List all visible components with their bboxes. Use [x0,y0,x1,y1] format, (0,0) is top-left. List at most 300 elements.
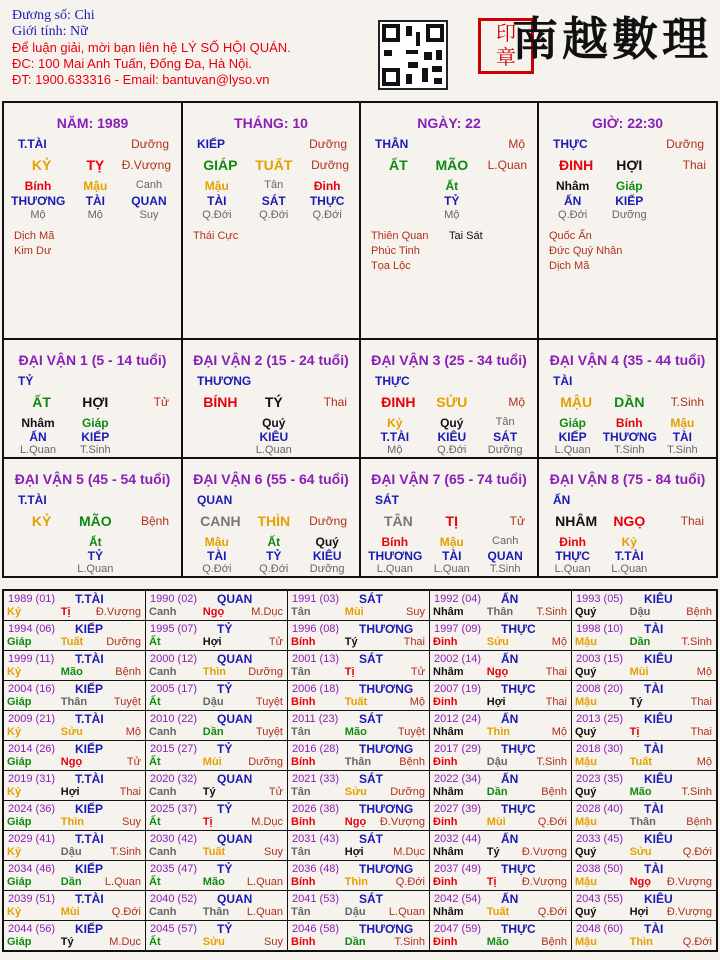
dai-van-title: ĐẠI VẬN 4 (35 - 44 tuổi) [549,352,706,368]
hidden-stem: Ất [445,179,459,193]
year-label: 1997 (09) [434,623,482,635]
year-label: 2017 (29) [434,743,482,755]
year-phase: L.Quan [246,906,283,918]
year-god: KIÊU [644,652,673,666]
year-god: TÀI [644,922,664,936]
dai-van-stem: KỶ [31,513,52,529]
dai-van-cell [4,340,183,459]
year-cell [572,921,716,951]
year-branch: Thân [60,696,88,708]
year-god: THỰC [501,742,536,756]
year-phase: Mộ [551,726,567,738]
year-phase: Mộ [696,756,712,768]
year-stem: Bính [291,756,316,768]
dai-van-cell [361,459,539,576]
dai-van-phase: Thai [680,514,704,528]
year-cell [572,621,716,651]
year-phase: Q.Đới [395,876,425,888]
year-god: KIÊU [644,712,673,726]
year-stem: Đinh [433,636,458,648]
year-phase: Tuyệt [113,696,141,708]
year-label: 2039 (51) [8,893,56,905]
year-god: ẤN [501,892,519,906]
year-god: SÁT [359,652,383,666]
year-label: 1998 (10) [576,623,624,635]
year-cell [146,861,288,891]
hidden-phase: L.Quan [19,444,57,456]
dai-van-phase: Thai [323,395,347,409]
year-stem: Ất [149,636,161,648]
hidden-god: THỰC [309,194,345,208]
year-branch: Tý [202,786,216,798]
year-cell [288,651,430,681]
year-cell [430,831,572,861]
year-branch: Dậu [60,846,82,858]
dai-van-cell [183,459,361,576]
year-god: ẤN [501,592,519,606]
year-label: 1994 (06) [8,623,56,635]
year-stem: Canh [149,666,177,678]
header-info [12,8,291,88]
pillar-god-phase: Dưỡng [666,137,704,151]
hidden-god: QUAN [131,194,167,208]
year-god: QUAN [217,832,253,846]
year-branch: Mùi [629,666,649,678]
year-stem: Giáp [7,756,32,768]
hidden-god: KIÊU [437,430,467,444]
dai-van-title: ĐẠI VẬN 1 (5 - 14 tuổi) [18,352,167,368]
year-phase: Thai [690,696,712,708]
year-phase: Dưỡng [106,636,141,648]
year-god: SÁT [359,592,383,606]
star: Thái Cực [193,230,239,242]
year-cell [288,891,430,921]
hidden-stem: Đinh [313,179,341,193]
year-phase: Suy [122,816,141,828]
hidden-stem: Tân [495,416,515,428]
year-phase: Thai [119,786,141,798]
year-god: THỰC [501,922,536,936]
year-branch: Hợi [629,906,649,918]
year-label: 2046 (58) [292,923,340,935]
year-phase: Bệnh [686,816,712,828]
owner-name: Đương số: Chi [12,8,95,23]
year-label: 2022 (34) [434,773,482,785]
year-cell [146,801,288,831]
year-phase: Thai [690,726,712,738]
hidden-god: THƯƠNG [602,430,657,444]
pillar-god-phase: Dưỡng [131,137,169,151]
year-branch: Tuất [486,906,510,918]
year-label: 1992 (04) [434,593,482,605]
dai-van-god: THƯƠNG [197,374,252,388]
hidden-god: ẤN [563,194,582,208]
year-phase: Tử [268,786,283,798]
year-branch: Thìn [344,876,369,888]
year-label: 2036 (48) [292,863,340,875]
year-cell [146,831,288,861]
star: Quốc Ấn [549,230,592,242]
year-label: 1999 (11) [8,653,55,665]
year-god: ẤN [501,772,519,786]
year-god: TỶ [217,682,233,696]
year-cell [572,591,716,621]
year-cell [4,801,146,831]
dai-van-branch: DẦN [614,394,645,410]
year-stem: Bính [291,696,316,708]
year-phase: Bệnh [115,666,141,678]
hidden-god: TÀI [207,549,227,563]
dai-van-phase: Mộ [508,395,525,409]
year-label: 1993 (05) [576,593,624,605]
year-god: TỶ [217,742,233,756]
year-stem: Kỷ [7,666,22,678]
hidden-stem: Mậu [83,179,108,193]
year-god: THỰC [501,802,536,816]
hidden-stem: Bính [615,416,643,430]
dai-van-stem: TÂN [383,513,413,529]
hidden-phase: Mộ [30,209,46,221]
dai-van-phase: T.Sinh [670,395,704,409]
year-cell [146,681,288,711]
year-cell [430,891,572,921]
year-label: 1990 (02) [150,593,198,605]
year-phase: Đ.Vượng [95,606,141,618]
hidden-god: TỶ [87,549,103,563]
year-branch: Dậu [344,906,366,918]
year-stem: Nhâm [433,786,464,798]
hidden-stem: Nhâm [555,179,590,193]
year-label: 2002 (14) [434,653,482,665]
dai-van-stem: NHÂM [555,513,598,529]
pillar-cell [4,103,183,340]
hidden-stem: Mậu [670,416,695,430]
star: Tọa Lộc [371,260,411,272]
brand-text: 南越數理 [512,12,712,66]
dai-van-title: ĐẠI VẬN 3 (25 - 34 tuổi) [371,352,527,368]
year-branch: Ngọ [344,816,367,828]
year-god: THỰC [501,862,536,876]
hidden-god: T.TÀI [380,430,410,444]
hidden-stem: Mậu [204,535,229,549]
hidden-phase: L.Quan [77,563,114,575]
star: Kim Dư [14,245,52,257]
year-stem: Tân [291,846,311,858]
year-stem: Giáp [7,636,32,648]
dai-van-title: ĐẠI VẬN 2 (15 - 24 tuổi) [193,352,349,368]
address-line: ĐC: 100 Mai Anh Tuấn, Đống Đa, Hà Nội. [12,56,252,71]
contact-line: Để luận giải, mời bạn liên hệ LÝ SỐ HỘI QUÁN. [12,40,291,55]
year-phase: Tuyệt [255,696,283,708]
hidden-god: TÀI [207,194,227,208]
year-branch: Mão [60,666,83,678]
hidden-stem: Mậu [204,179,229,193]
hidden-phase: Q.Đới [437,444,467,456]
year-cell [288,681,430,711]
hidden-phase: L.Quan [433,563,470,575]
year-label: 2009 (21) [8,713,56,725]
year-god: T.TÀI [75,652,104,666]
dai-van-branch: SỬU [436,394,468,410]
year-cell [572,771,716,801]
year-phase: Suy [264,846,283,858]
year-god: SÁT [359,892,383,906]
brand-logo [478,10,718,74]
hidden-stem: Tân [264,179,284,191]
year-stem: Nhâm [433,906,464,918]
year-stem: Kỷ [7,906,22,918]
year-god: QUAN [217,652,253,666]
hidden-stem: Bính [381,535,409,549]
pillar-phase: L.Quan [487,158,527,172]
year-stem: Nhâm [433,606,464,618]
year-label: 2016 (28) [292,743,340,755]
year-stem: Quý [575,786,597,798]
hidden-god: KIẾP [615,194,644,208]
year-phase: M.Dục [393,846,425,858]
hidden-phase: L.Quan [554,444,591,456]
dai-van-god: ẤN [553,493,571,507]
year-label: 1989 (01) [8,593,56,605]
pillar-stem: KỶ [31,157,52,173]
hidden-god: TÀI [672,430,693,444]
year-cell [572,891,716,921]
year-phase: Tuyệt [397,726,425,738]
year-cell [572,681,716,711]
year-phase: Dưỡng [248,666,283,678]
pillar-god: THỰC [553,137,588,151]
year-branch: Mùi [60,906,80,918]
year-label: 2014 (26) [8,743,56,755]
year-stem: Đinh [433,756,458,768]
year-label: 2006 (18) [292,683,340,695]
dai-van-branch: HỢI [82,394,109,410]
year-branch: Dần [202,726,224,738]
year-cell [430,621,572,651]
year-stem: Tân [291,726,311,738]
year-branch: Dần [344,936,366,948]
year-cell [430,681,572,711]
year-branch: Dậu [486,756,508,768]
year-label: 2023 (35) [576,773,624,785]
year-cell [146,591,288,621]
pillar-cell [183,103,361,340]
hidden-phase: L.Quan [376,563,413,575]
year-god: SÁT [359,772,383,786]
year-label: 2040 (52) [150,893,198,905]
year-stem: Canh [149,846,177,858]
year-stem: Kỷ [7,606,22,618]
hidden-phase: T.Sinh [613,444,645,456]
year-god: KIẾP [75,682,104,696]
year-stem: Bính [291,876,316,888]
year-stem: Đinh [433,696,458,708]
year-branch: Tuất [344,696,368,708]
year-god: THƯƠNG [359,682,414,696]
pillar-god-phase: Dưỡng [309,137,347,151]
dai-van-god: THỰC [375,374,410,388]
year-stem: Mậu [575,636,597,648]
dai-van-cell [4,459,183,576]
year-branch: Mùi [202,756,222,768]
year-phase: T.Sinh [536,606,567,618]
hidden-stem: Quý [440,416,464,430]
year-god: TÀI [644,682,664,696]
hidden-god: TÀI [442,549,462,563]
hidden-phase: Q.Đới [202,563,232,575]
year-label: 2010 (22) [150,713,198,725]
year-phase: Thai [545,696,567,708]
year-label: 2020 (32) [150,773,198,785]
year-stem: Mậu [575,876,597,888]
hidden-phase: T.Sinh [489,563,521,575]
year-branch: Mùi [344,606,364,618]
year-phase: Thai [545,666,567,678]
year-god: T.TÀI [75,592,104,606]
pillar-stem: ĐINH [559,157,594,173]
year-phase: Tử [268,636,283,648]
hidden-god: TỶ [266,549,282,563]
hidden-stem: Quý [262,416,286,430]
year-stem: Ất [149,756,161,768]
pillar-god: KIẾP [197,137,226,151]
year-god: KIÊU [644,832,673,846]
dai-van-god: TÀI [553,374,573,388]
year-branch: Ngọ [60,756,83,768]
year-phase: Đ.Vượng [521,876,567,888]
year-cell [146,621,288,651]
hidden-god: KIÊU [259,430,289,444]
year-stem: Kỷ [7,726,22,738]
year-god: SÁT [359,832,383,846]
year-branch: Thìn [629,936,653,948]
year-branch: Tị [486,876,497,888]
year-cell [146,891,288,921]
year-label: 2034 (46) [8,863,56,875]
hidden-stem: Giáp [615,179,643,193]
year-phase: T.Sinh [394,936,425,948]
pillar-cell [361,103,539,340]
dai-van-branch: TÝ [264,394,283,410]
year-phase: Mộ [125,726,141,738]
hidden-phase: Dưỡng [611,209,647,221]
dai-van-god: SÁT [375,493,399,507]
year-label: 2032 (44) [434,833,482,845]
year-label: 2012 (24) [434,713,482,725]
pillar-cell [539,103,716,340]
year-stem: Canh [149,726,177,738]
year-branch: Tị [202,816,213,828]
year-phase: Q.Đới [682,846,712,858]
year-cell [288,861,430,891]
year-phase: Q.Đới [682,936,712,948]
year-stem: Tân [291,666,311,678]
year-branch: Thìn [202,666,227,678]
year-god: THƯƠNG [359,742,414,756]
year-phase: Thai [403,636,425,648]
year-branch: Thìn [60,816,85,828]
year-branch: Mão [344,726,367,738]
dai-van-stem: ĐINH [381,394,416,410]
year-god: QUAN [217,712,253,726]
dai-van-branch: THÌN [257,513,291,529]
year-cell [4,681,146,711]
year-label: 2008 (20) [576,683,624,695]
hidden-god: QUAN [487,549,523,563]
hidden-god: KIẾP [558,430,587,444]
hidden-god: SÁT [261,194,286,208]
year-cell [288,801,430,831]
year-branch: Dần [60,876,82,888]
year-phase: Q.Đới [537,816,567,828]
hidden-phase: Q.Đới [558,209,588,221]
year-stem: Mậu [575,756,597,768]
year-god: SÁT [359,712,383,726]
year-cell [430,801,572,831]
dai-van-stem: BÍNH [203,394,238,410]
hidden-phase: Q.Đới [202,209,232,221]
year-phase: Tử [126,756,141,768]
hidden-phase: Q.Đới [259,209,289,221]
year-cell [146,771,288,801]
dai-van-god: QUAN [197,493,233,507]
year-branch: Dần [486,786,508,798]
year-label: 2048 (60) [576,923,624,935]
pillar-branch: TUẤT [255,157,293,173]
year-god: ẤN [501,832,519,846]
year-phase: L.Quan [388,906,425,918]
year-cell [430,651,572,681]
year-label: 2030 (42) [150,833,198,845]
year-cell [4,831,146,861]
star: Tai Sát [449,230,483,242]
year-stem: Tân [291,786,311,798]
year-branch: Thìn [486,726,511,738]
year-god: KIẾP [75,862,104,876]
year-branch: Thân [344,756,372,768]
year-label: 2021 (33) [292,773,340,785]
star: Phúc Tinh [371,245,420,257]
year-branch: Tý [629,696,643,708]
year-stem: Đinh [433,936,458,948]
year-cell [572,831,716,861]
year-branch: Tý [60,936,74,948]
hidden-stem: Quý [315,535,339,549]
hidden-stem: Giáp [559,416,586,430]
year-label: 2015 (27) [150,743,198,755]
year-branch: Tị [629,726,640,738]
year-label: 2013 (25) [576,713,624,725]
year-stem: Đinh [433,816,458,828]
dai-van-branch: MÃO [78,513,112,529]
year-phase: M.Dục [109,936,141,948]
year-god: QUAN [217,592,253,606]
year-branch: Ngọ [486,666,509,678]
year-phase: T.Sinh [681,636,712,648]
year-branch: Tuất [202,846,226,858]
year-god: TỶ [217,802,233,816]
year-phase: Bệnh [541,786,567,798]
year-phase: Mộ [551,636,567,648]
year-phase: L.Quan [104,876,141,888]
year-label: 2028 (40) [576,803,624,815]
year-god: KIÊU [644,772,673,786]
year-branch: Sửu [202,936,225,948]
dai-van-stem: MẬU [560,394,593,410]
year-label: 2042 (54) [434,893,482,905]
year-stem: Nhâm [433,726,464,738]
year-god: QUAN [217,892,253,906]
